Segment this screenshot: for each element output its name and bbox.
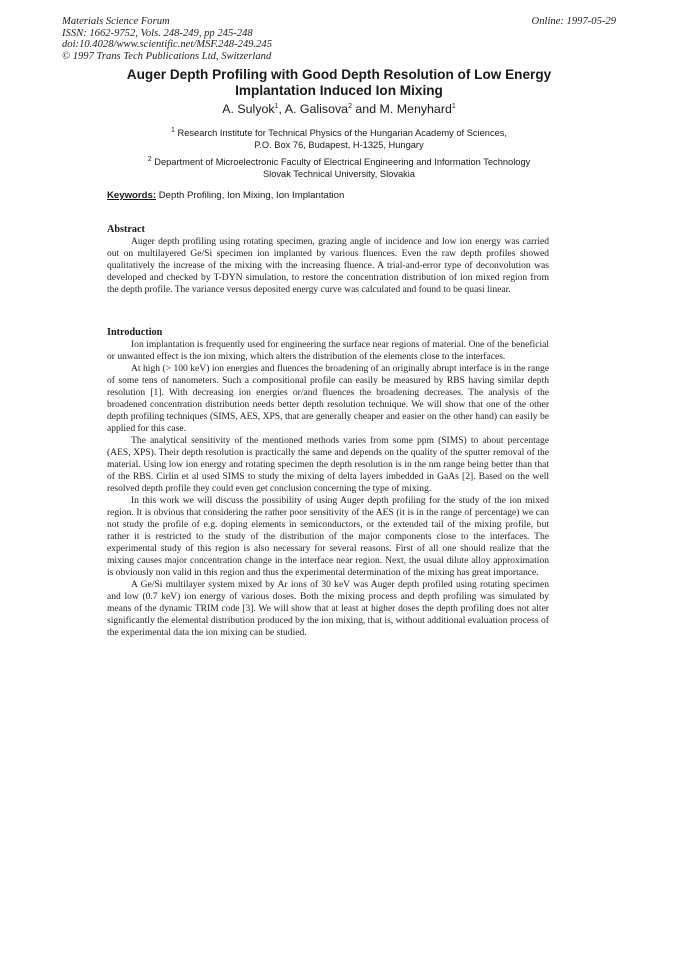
issn-line: ISSN: 1662-9752, Vols. 248-249, pp 245-248: [62, 27, 253, 39]
author-list: [100, 102, 578, 116]
journal-header: [62, 16, 392, 62]
abstract-paragraph: Auger depth profiling using rotating specimen, grazing angle of incidence and low ion energy was carried out on multilayered Ge/Si specimen ion implanted by various fluences. Even the raw depth profiles showed qualitatively the increase of the mixing with the increasing fluence. A trial-and-error type of deconvolution was developed and checked by T-DYN simulation, to restore the concentration distribution of ion mixed region from the depth profile. The variance versus deposited energy curve was calculated and found to be quasi linear.: [107, 236, 549, 295]
affil-sup: 1: [170, 126, 175, 134]
affil-line: Department of Microelectronic Faculty of Electrical Engineering and Information Technology: [154, 157, 531, 167]
author-separator: ,: [278, 102, 285, 116]
affil-line: Slovak Technical University, Slovakia: [262, 169, 416, 179]
introduction-heading: Introduction: [107, 327, 163, 338]
author-affil-sup: 2: [348, 102, 352, 110]
doi-line: doi:10.4028/www.scientific.net/MSF.248-249.245: [62, 39, 272, 51]
author-name: A. Galisova: [284, 102, 349, 116]
paper-title: Auger Depth Profiling with Good Depth Resolution of Low Energy Implantation Induced Ion Mixing: [126, 67, 552, 98]
intro-paragraph: At high (> 100 keV) ion energies and fluences the broadening of an originally abrupt interface is in the range of some tens of nanometers. Such a compositional profile can easily be measured by RBS having similar depth resolution [1]. With decreasing ion energies or/and fluences the broadening decreases. The analysis of the broadened concentration distribution needs better depth resolution technique. We will show that one of the other depth profiling techniques (SIMS, AES, XPS, that are generally cheaper and easier on the other hand) can easily be applied for this case.: [107, 363, 549, 434]
author-separator: and: [351, 102, 380, 116]
abstract-body: [107, 236, 549, 296]
online-date: Online: 1997-05-29: [531, 16, 616, 27]
author-affil-sup: 1: [274, 102, 279, 110]
keywords-label: Keywords:: [107, 190, 157, 201]
affil-line: Research Institute for Technical Physics of the Hungarian Academy of Sciences,: [177, 128, 508, 138]
affiliation-2: [80, 156, 598, 180]
abstract-heading: Abstract: [107, 224, 145, 235]
journal-name: Materials Science Forum: [62, 16, 170, 27]
intro-paragraph: Ion implantation is frequently used for engineering the surface near regions of material. One of the beneficial or unwanted effect is the ion mixing, which alters the distribution of the elements close to the interfaces.: [107, 339, 549, 362]
affil-line: P.O. Box 76, Budapest, H-1325, Hungary: [254, 140, 424, 150]
copyright-line: © 1997 Trans Tech Publications Ltd, Switzerland: [62, 50, 272, 62]
author-name: M. Menyhard: [379, 102, 452, 116]
keywords-text: Depth Profiling, Ion Mixing, Ion Implantation: [158, 190, 345, 201]
affil-sup: 2: [147, 155, 152, 163]
affiliation-1: [80, 127, 598, 151]
introduction-body: [107, 339, 549, 639]
author-name: A. Sulyok: [222, 102, 275, 116]
intro-paragraph: A Ge/Si multilayer system mixed by Ar ions of 30 keV was Auger depth profiled using rotating specimen and low (0.7 keV) ion energy of various doses. Both the mixing process and depth profiling was simulated by means of the dynamic TRIM code [3]. We will show that at least at higher doses the depth profiling does not alter significantly the elemental distribution produced by the ion mixing, that is, without additional evaluation process of the experimental data the ion mixing can be studied.: [107, 579, 549, 638]
intro-paragraph: In this work we will discuss the possibility of using Auger depth profiling for the study of the ion mixed region. It is obvious that considering the rather poor sensitivity of the AES (it is in the range of percentage) we can not study the profile of e.g. doping elements in semiconductors, or the extended tail of the mixing profile, but rather it is restricted to the study of the distribution of the major components close to the interfaces. The experimental study of this region is also necessary for several reasons. First of all one should realize that the mixing causes major concentration change in the interface near region. Next, the usual dilute alloy approximation is obviously non valid in this region and thus the experimental determination of the mixing has great importance.: [107, 495, 549, 578]
keywords: [107, 190, 577, 202]
intro-paragraph: The analytical sensitivity of the mentioned methods varies from some ppm (SIMS) to about percentage (AES, XPS). Their depth resolution is practically the same and depends on the quality of the sputter removal of the material. Using low ion energy and rotating specimen the depth resolution is in the nm range being better than that of the RBS. Cirlin et al used SIMS to study the mixing of delta layers imbedded in GaAs [2]. Based on the well resolved depth profile they could even get conclusion concerning the type of mixing.: [107, 435, 549, 494]
author-affil-sup: 1: [451, 102, 456, 110]
